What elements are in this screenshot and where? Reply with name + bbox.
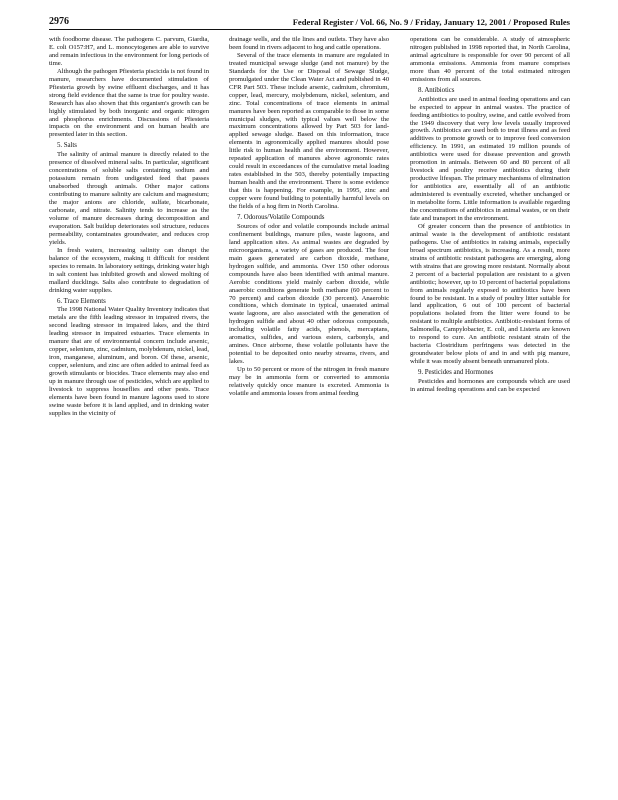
paragraph: The salinity of animal manure is directly related to the presence of dissolved mineral salts. In particular, significant concentrations of soluble salts containing sodium and potassium remain from undigested feed that passes unabsorbed through animals. Other major cations contributing to manure salinity are calcium and magnesium; the major anions are chloride, sulfate, bicarbonate, carbonate, and nitrate. Salinity tends to increase as the volume of manure decreases during decomposition and evaporation. Salt buildup deteriorates soil structure, reduces permeability, contaminates groundwater, and reduces crop yields. [49,151,209,246]
page-number: 2976 [49,16,69,27]
paragraph: drainage wells, and the tile lines and outlets. They have also been found in rivers adjacent to hog and cattle operations. [229,36,389,51]
paragraph: operations can be considerable. A study of atmospheric nitrogen published in 1998 reported that, in North Carolina, animal agriculture is responsible for over 90 percent of all ammonia emissions. Ammonia from manure comprises more than 40 percent of the total estimated nitrogen emissions from all sources. [410,36,570,83]
header-rule [49,29,570,30]
paragraph: In fresh waters, increasing salinity can disrupt the balance of the ecosystem, making it difficult for resident species to remain. In laboratory settings, drinking water high in salt content has inhibited growth and slowed molting of mallard ducklings. Salts also contribute to degradation of drinking water supplies. [49,246,209,294]
page-header [49,16,570,30]
paragraph: Sources of odor and volatile compounds include animal confinement buildings, manure piles, waste lagoons, and land application sites. As animal wastes are degraded by microorganisms, a variety of gases are produced. The four main gases generated are carbon dioxide, methane, hydrogen sulfide, and ammonia. Over 150 other odorous compounds have also been identified with animal manure. Aerobic conditions yield mainly carbon dioxide, while anaerobic conditions generate both methane (60 percent to 70 percent) and carbon dioxide (30 percent). Anaerobic conditions, which dominate in typical, unaerated animal waste lagoons, are also associated with the generation of hydrogen sulfide and about 40 other odorous compounds, including volatile fatty acids, phenols, mercaptans, aromatics, sulfides, and various esters, carbonyls, and amines. Once airborne, these volatile pollutants have the potential to be deposited onto nearby streams, rivers, and lakes. [229,222,389,366]
section-heading: 8. Antibiotics [418,86,455,94]
section-heading: 9. Pesticides and Hormones [418,369,494,377]
paragraph: The 1998 National Water Quality Inventory indicates that metals are the fifth leading stressor in impaired rivers, the second leading stressor in impaired lakes, and the third leading stressor in impaired estuaries. Trace elements in manure that are of environmental concern include arsenic, copper, selenium, zinc, cadmium, molybdenum, nickel, lead, iron, manganese, aluminum, and boron. Of these, arsenic, copper, selenium, and zinc are often added to animal feed as growth stimulants or biocides. Trace elements may also end up in manure through use of pesticides, which are applied to livestock to suppress houseflies and other pests. Trace elements have been found in manure lagoons used to store swine waste before it is land applied, and in drinking water supplies in the vicinity of [49,306,209,417]
paragraph: Although the pathogen Pfiesteria piscicida is not found in manure, researchers have documented stimulation of Pfiesteria growth by swine effluent discharges, and it has strong field evidence that the same is true for poultry waste. Research has also shown that this organism's growth can be highly stimulated by both inorganic and organic nitrogen and phosphorus enrichments. Discussions of Pfiesteria impacts on the environment and on human health are presented later in this section. [49,67,209,139]
paragraph: Pesticides and hormones are compounds which are used in animal feeding operations and can be expected [410,378,570,393]
section-heading: 7. Odorous/Volatile Compounds [237,213,325,221]
column-1 [49,36,209,786]
section-heading: 5. Salts [57,142,77,150]
section-heading: 6. Trace Elements [57,297,106,305]
paragraph: Up to 50 percent or more of the nitrogen in fresh manure may be in ammonia form or converted to ammonia relatively quickly once manure is excreted. Ammonia is volatile and ammonia losses from animal feeding [229,366,389,397]
column-3 [410,36,570,786]
paragraph: Of greater concern than the presence of antibiotics in animal waste is the development of antibiotic resistant pathogens. Use of antibiotics in raising animals, especially broad spectrum antibiotics, is increasing. As a result, more strains of antibiotic resistant pathogens are emerging, along with strains that are growing more resistant. Normally about 2 percent of a bacterial population are resistant to a given antibiotic; however, up to 10 percent of bacterial populations from animals regularly exposed to antibiotics have been found to be resistant. In a study of poultry litter suitable for land application, 6 out of 100 percent of bacterial populations isolated from the litter were found to be resistant to multiple antibiotics. Antibiotic-resistant forms of Salmonella, Campylobacter, E. coli, and Listeria are known to respond to cure. An antibiotic resistant strain of the bacteria Clostridium perfringens was detected in the groundwater below plots of and in and with pig manure, while it was mostly absent beneath unmanured plots. [410,222,570,366]
column-2 [229,36,389,786]
paragraph: with foodborne disease. The pathogens C. parvum, Giardia, E. coli O157:H7, and L. monocytogenes are able to survive and remain infectious in the environment for long periods of time. [49,36,209,67]
text-columns [49,36,570,786]
publication-line: Federal Register / Vol. 66, No. 9 / Friday, January 12, 2001 / Proposed Rules [292,17,570,27]
paragraph: Antibiotics are used in animal feeding operations and can be expected to appear in animal wastes. The practice of feeding antibiotics to poultry, swine, and cattle evolved from the 1949 discovery that very low levels usually improved growth. Antibiotics are used both to treat illness and as feed additives to promote growth or to improve feed conversion efficiency. In 1991, an estimated 19 million pounds of antibiotics were used for disease prevention and growth promotion in animals. Between 60 and 80 percent of all livestock and poultry receive antibiotics during their productive lifespan. The primary mechanisms of elimination for antibiotics are, essentially all of an antibiotic administered is eventually excreted, whether unchanged or in metabolite form. Little information is available regarding the concentrations of antibiotics in animal wastes, or on their fate and transport in the environment. [410,95,570,222]
paragraph: Several of the trace elements in manure are regulated in treated municipal sewage sludge (and not manure) by the Standards for the Use or Disposal of Sewage Sludge, promulgated under the Clean Water Act and published in 40 CFR Part 503. These include arsenic, cadmium, chromium, copper, lead, mercury, molybdenum, nickel, selenium, and zinc. Total concentrations of trace elements in animal manures have been reported as comparable to those in some municipal sludges, with typical values well below the maximum concentrations allowed by Part 503 for land-applied sewage sludge. Based on this information, trace elements in agronomically applied manures should pose little risk to human health and the environment. However, repeated application of manures above agronomic rates could result in exceedances of the cumulative metal loading rates established in the 503, thereby potentially impacting human health and the environment. There is some evidence that this is happening. For example, in 1995, zinc and copper were found building to potentially harmful levels on the fields of a hog firm in North Carolina. [229,51,389,211]
